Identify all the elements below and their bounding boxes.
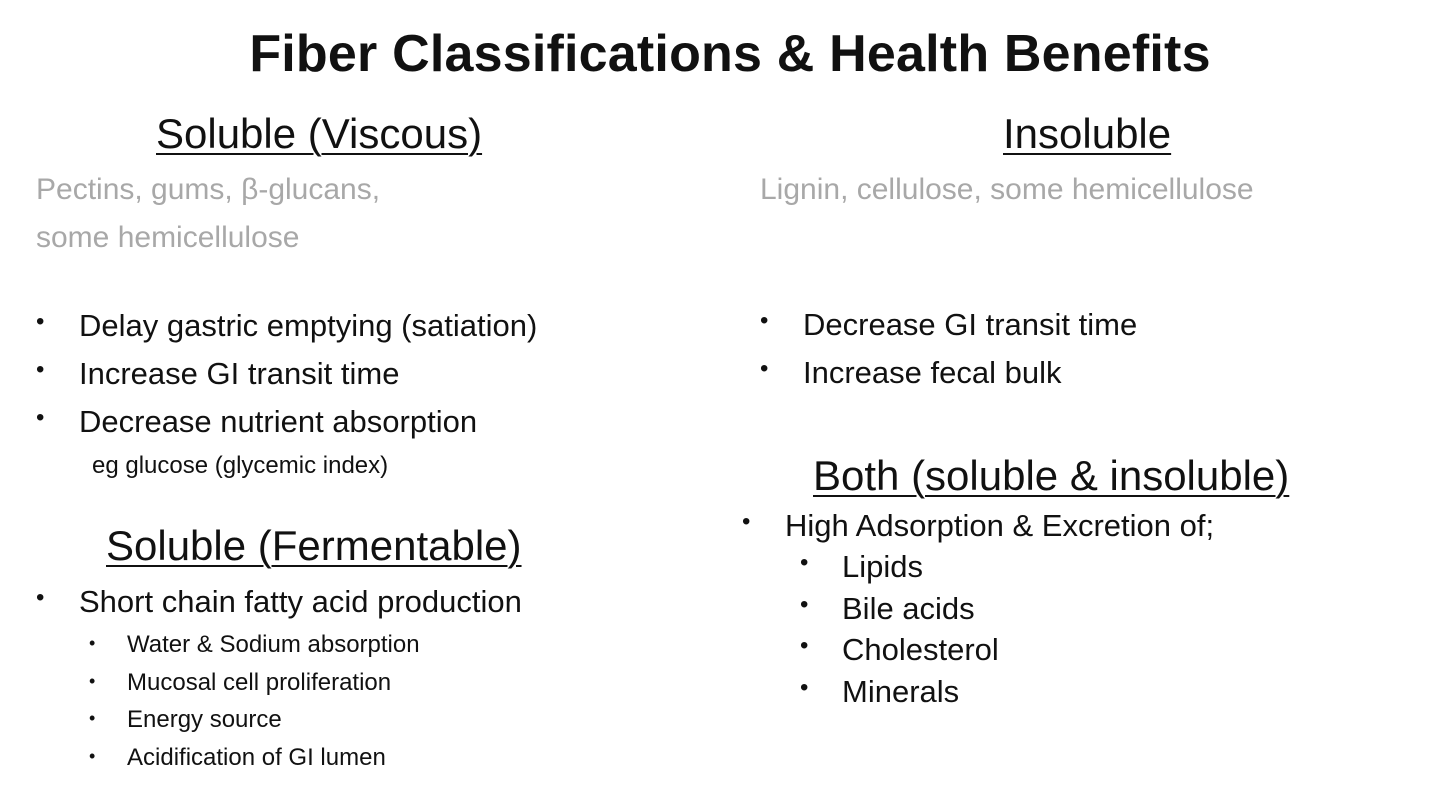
insoluble-benefits-list (760, 305, 1137, 401)
list-item (89, 705, 420, 743)
glycemic-note: eg glucose (glycemic index) (92, 452, 389, 479)
list-item (89, 630, 420, 668)
list-item (89, 668, 420, 706)
list-item-text: Lipids (842, 549, 923, 584)
page-title: Fiber Classifications & Health Benefits (249, 25, 1211, 83)
both-heading: Both (soluble & insoluble) (813, 452, 1290, 499)
list-item-text: Decrease nutrient absorption (79, 404, 478, 439)
bullet-icon: • (742, 508, 751, 535)
list-item-text: Increase GI transit time (79, 356, 400, 391)
soluble-viscous-examples-line1: Pectins, gums, β-glucans, (36, 173, 381, 206)
list-item (36, 582, 522, 630)
list-item-text: Cholesterol (842, 632, 999, 667)
list-item-text: Decrease GI transit time (803, 307, 1138, 342)
list-item-text: Short chain fatty acid production (79, 584, 522, 619)
bullet-icon: • (800, 590, 809, 618)
both-sublist (800, 547, 999, 713)
bullet-icon: • (800, 549, 809, 576)
soluble-fermentable-sublist (89, 630, 420, 780)
list-item (36, 354, 537, 402)
list-item-text: High Adsorption & Excretion of; (785, 508, 1215, 543)
bullet-icon: • (760, 307, 769, 334)
bullet-icon: • (36, 356, 45, 383)
list-item-text: Water & Sodium absorption (127, 631, 420, 658)
bullet-icon: • (89, 633, 96, 653)
bullet-icon: • (36, 404, 45, 431)
bullet-icon: • (89, 670, 96, 691)
bullet-icon: • (89, 708, 96, 728)
soluble-viscous-examples-line2: some hemicellulose (36, 221, 300, 254)
list-item (36, 306, 537, 354)
bullet-icon: • (36, 308, 45, 335)
list-item (800, 672, 999, 714)
list-item (800, 547, 999, 589)
list-item (760, 353, 1137, 401)
bullet-icon: • (760, 355, 769, 382)
list-item-text: Bile acids (842, 590, 975, 626)
list-item (800, 589, 999, 631)
soluble-viscous-heading: Soluble (Viscous) (156, 110, 483, 157)
list-item-text: Mucosal cell proliferation (127, 668, 392, 696)
bullet-icon: • (800, 632, 809, 659)
list-item-text: Energy source (127, 706, 282, 733)
bullet-icon: • (36, 584, 45, 611)
bullet-icon: • (89, 745, 96, 766)
list-item (760, 305, 1137, 353)
insoluble-examples: Lignin, cellulose, some hemicellulose (760, 173, 1254, 206)
insoluble-heading: Insoluble (1003, 110, 1172, 157)
soluble-viscous-benefits-list (36, 306, 537, 450)
soluble-fermentable-list (36, 582, 522, 630)
list-item-text: Acidification of GI lumen (127, 743, 386, 771)
bullet-icon: • (800, 673, 809, 701)
list-item (800, 630, 999, 672)
list-item-text: Minerals (842, 673, 960, 709)
list-item-text: Increase fecal bulk (803, 355, 1062, 390)
soluble-viscous-examples (36, 166, 380, 262)
soluble-fermentable-heading: Soluble (Fermentable) (106, 522, 522, 569)
list-item-text: Delay gastric emptying (satiation) (79, 308, 538, 343)
list-item (36, 402, 537, 450)
list-item (89, 743, 420, 781)
